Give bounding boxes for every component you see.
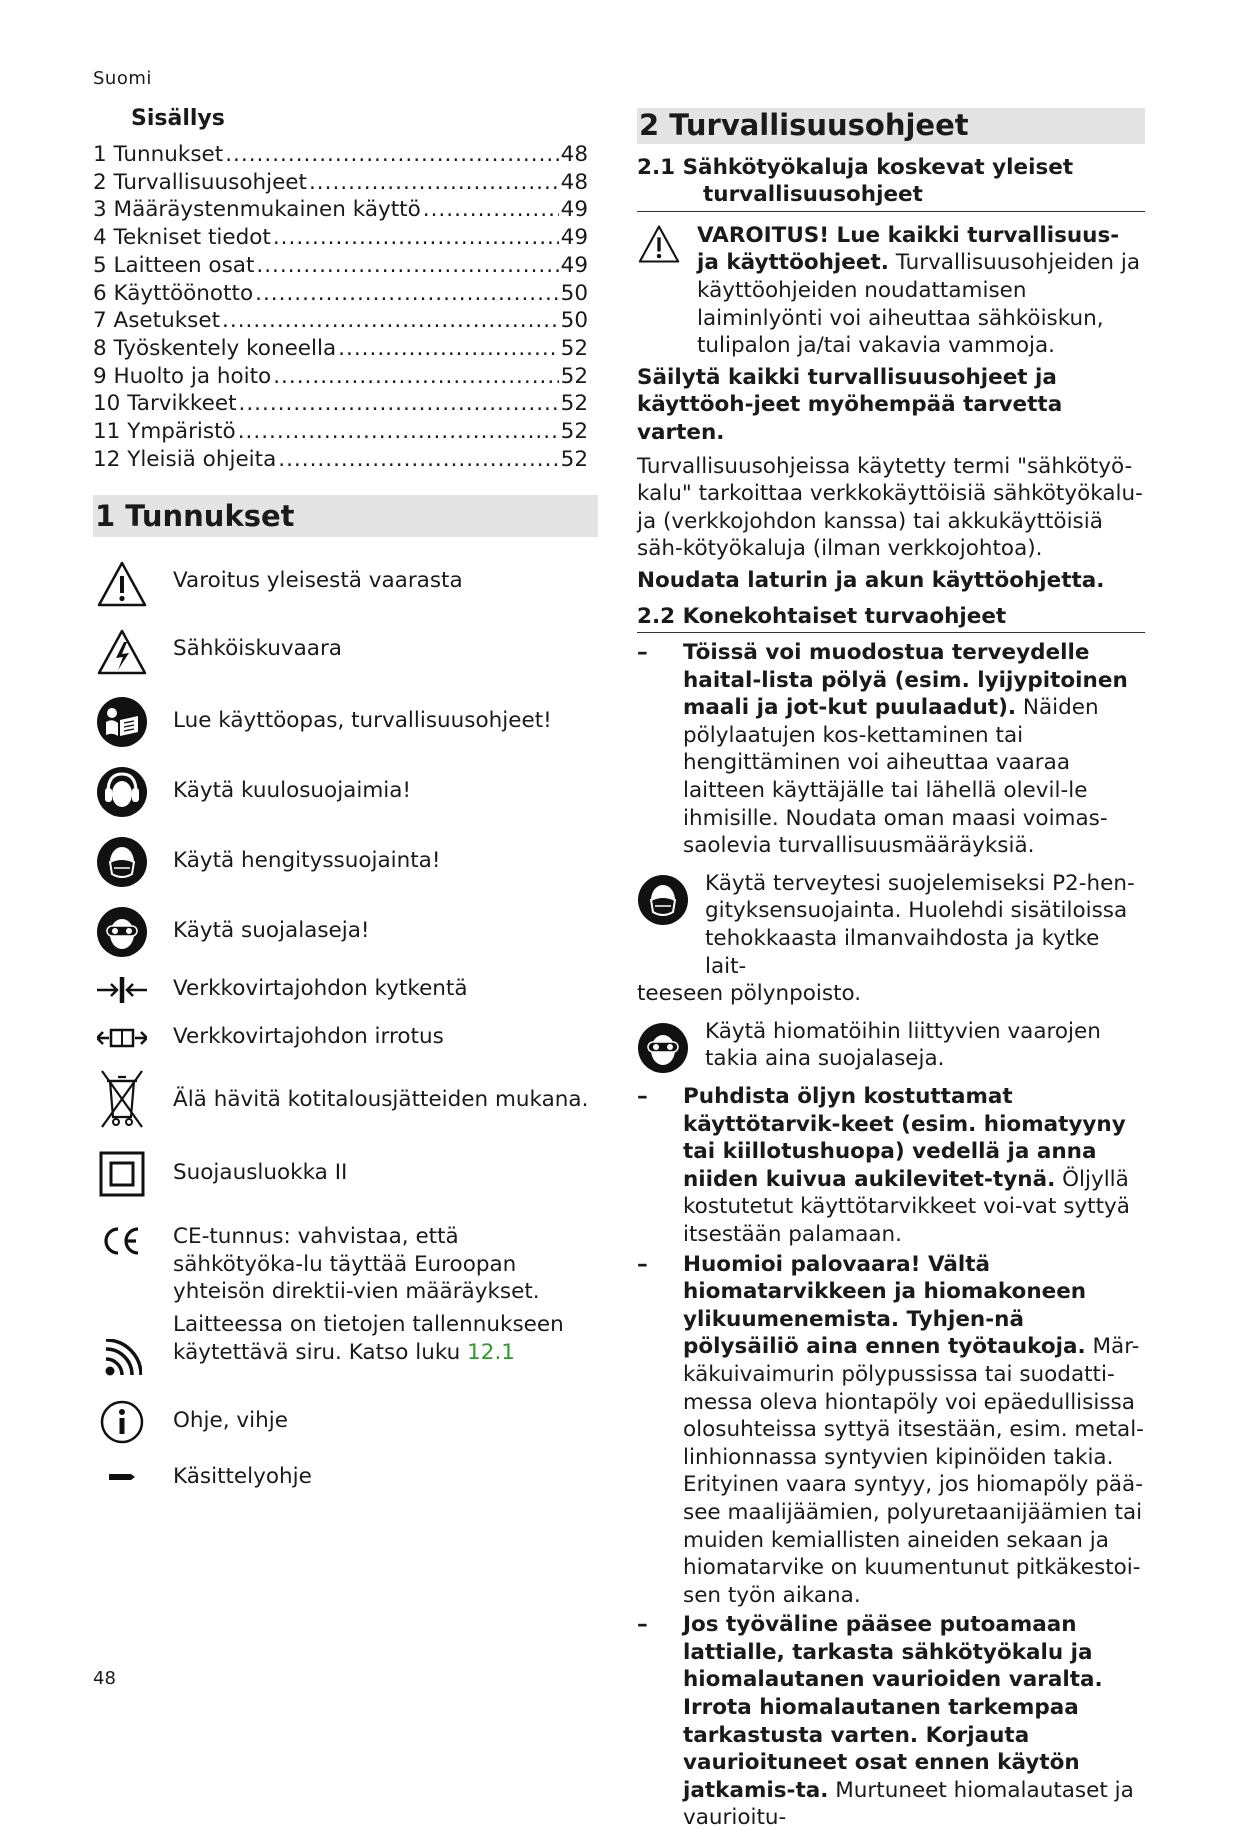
dust-hazard-item xyxy=(637,639,1145,860)
general-warning xyxy=(637,222,1145,360)
toc-item[interactable] xyxy=(93,224,588,252)
electric-shock-icon xyxy=(93,625,151,679)
symbol-row xyxy=(93,695,598,749)
page-number: 48 xyxy=(93,1668,116,1689)
symbol-text: Käytä suojalaseja! xyxy=(173,918,370,944)
toc-item-page: 48 xyxy=(560,169,588,195)
subsection-title-line1: 2.1 Sähkötyökaluja koskevat yleiset xyxy=(637,154,1074,180)
symbol-text: Käytä hengityssuojainta! xyxy=(173,848,441,874)
plug-connect-icon xyxy=(93,973,151,1007)
handling-arrow-icon xyxy=(93,1457,151,1497)
toc-item[interactable] xyxy=(93,446,588,474)
respirator-icon xyxy=(93,835,151,889)
symbol-text: Käytä kuulosuojaimia! xyxy=(173,778,412,804)
toc-item-label: 11 Ympäristö xyxy=(93,419,236,445)
ear-protection-icon xyxy=(93,765,151,819)
toc-item-label: 5 Laitteen osat xyxy=(93,252,255,278)
symbol-text-body: Laitteessa on tietojen tallennukseen käytettävä siru. Katso luku xyxy=(173,1312,564,1365)
symbol-text: Suojausluokka II xyxy=(173,1160,348,1186)
warning-bold-text: VAROITUS! Lue kaikki turvallisuus- ja käyttöohjeet. xyxy=(697,222,1120,276)
ce-mark-icon xyxy=(93,1221,151,1261)
oil-bold-text: Puhdista öljyn kostuttamat käyttötarvik-keet (esim. hiomatyyny tai kiillotushuopa) vedellä ja anna niiden kuivua aukilevitet-tynä. xyxy=(683,1084,1126,1192)
toc-item-page: 52 xyxy=(560,363,588,389)
oil-body-text: Öljyllä kostutetut käyttötarvikkeet voi-vat syttyä itsestään palamaan. xyxy=(683,1166,1130,1247)
toc-item-label: 6 Käyttöönotto xyxy=(93,280,254,306)
toc-item[interactable] xyxy=(93,252,588,280)
symbol-row xyxy=(93,1067,598,1131)
symbol-text: Ohje, vihje xyxy=(173,1408,288,1434)
toc-item-page: 50 xyxy=(560,280,588,306)
subsection-title-line2: turvallisuusohjeet xyxy=(703,182,923,208)
toc-title: Sisällys xyxy=(131,106,225,131)
safety-goggles-icon xyxy=(637,1022,689,1082)
toc-item-label: 2 Turvallisuusohjeet xyxy=(93,169,307,195)
language-label: Suomi xyxy=(93,68,152,89)
term-definition-text: Turvallisuusohjeissa käytetty termi "sähkötyö-kalu" tarkoittaa verkkokäyttöisiä sähkötyökalu-ja (verkkojohdon kanssa) tai akkukäyttöisiä säh-kötyökaluja (ilman verkkojohtoa). xyxy=(637,453,1143,562)
toc-item-label: 8 Työskentely koneella xyxy=(93,335,337,361)
toc-item[interactable] xyxy=(93,280,588,308)
toc-item-label: 1 Tunnukset xyxy=(93,142,224,167)
crossed-bin-icon xyxy=(93,1067,151,1131)
warning-triangle-icon xyxy=(93,557,151,611)
toc-item[interactable] xyxy=(93,307,588,335)
symbol-text: Verkkovirtajohdon kytkentä xyxy=(173,976,468,1002)
subsection-heading-machine: 2.2 Konekohtaiset turvaohjeet xyxy=(637,603,1145,634)
toc-item-page: 52 xyxy=(560,419,588,445)
symbol-row xyxy=(93,973,598,1007)
symbol-row xyxy=(93,557,598,611)
section-heading-safety: 2 Turvallisuusohjeet xyxy=(637,108,1145,144)
symbol-row xyxy=(93,1311,598,1379)
goggles-text: Käytä hiomatöihin liittyvien vaarojen takia aina suojalaseja. xyxy=(705,1018,1101,1072)
toc-item[interactable] xyxy=(93,418,588,446)
read-manual-icon xyxy=(93,695,151,749)
symbol-text: Varoitus yleisestä vaarasta xyxy=(173,568,463,594)
symbol-row xyxy=(93,1457,598,1497)
symbol-text: Verkkovirtajohdon irrotus xyxy=(173,1024,444,1050)
toc-item-page: 52 xyxy=(560,335,588,361)
right-column xyxy=(637,108,1145,1832)
safety-goggles-icon xyxy=(93,905,151,959)
symbol-row xyxy=(93,1021,598,1055)
respirator-text: Käytä terveytesi suojelemiseksi P2-hen-gityksensuojainta. Huolehdi sisätiloissa tehokkaasta ilmanvaihdosta ja kytke lait- xyxy=(705,870,1135,979)
subsection-heading-general xyxy=(637,154,1145,212)
toc-item-label: 7 Asetukset xyxy=(93,308,221,334)
goggles-note xyxy=(637,1018,1145,1073)
symbol-row xyxy=(93,765,598,819)
drop-bold-text: Jos työväline pääsee putoamaan lattialle, tarkasta sähkötyökalu ja hiomalautanen vaurioiden varalta. Irrota hiomalautanen tarkempaa tarkastusta varten. Korjauta vaurioituneet osat ennen käytön jatkamis-ta. xyxy=(683,1612,1103,1803)
toc-item-page: 49 xyxy=(560,197,588,223)
toc-item[interactable] xyxy=(93,169,588,197)
warning-triangle-icon xyxy=(637,224,681,272)
toc-item-page: 52 xyxy=(560,446,588,472)
drop-hazard-item xyxy=(637,1611,1145,1832)
toc-item[interactable] xyxy=(93,196,588,224)
left-column xyxy=(93,100,598,1697)
plug-disconnect-icon xyxy=(93,1021,151,1055)
symbol-row xyxy=(93,1149,598,1199)
respirator-text-tail: teeseen pölynpoisto. xyxy=(637,981,862,1007)
fire-bold-text: Huomioi palovaara! Vältä hiomatarvikkeen ja hiomakoneen ylikuumenemista. Tyhjen-nä pölysäiliö aina ennen työtaukoja. xyxy=(683,1251,1087,1360)
symbol-list xyxy=(93,537,598,1697)
toc-item-page: 48 xyxy=(560,142,588,167)
symbol-text: CE-tunnus: vahvistaa, että sähkötyöka-lu täyttää Euroopan yhteisön direktii-vien määräykset. xyxy=(173,1224,540,1305)
section-heading-symbols: 1 Tunnukset xyxy=(93,495,598,537)
rfid-chip-icon xyxy=(93,1311,151,1379)
respirator-note xyxy=(637,870,1145,1008)
toc-item-page: 50 xyxy=(560,308,588,334)
symbol-row xyxy=(93,835,598,889)
keep-instructions-text: Säilytä kaikki turvallisuusohjeet ja käyttöoh-jeet myöhempää tarvetta varten. xyxy=(637,364,1063,445)
symbol-row xyxy=(93,1399,598,1445)
symbol-row xyxy=(93,625,598,679)
toc-list xyxy=(93,141,598,473)
symbol-row xyxy=(93,1221,598,1305)
symbol-row xyxy=(93,905,598,959)
drop-body-text: Murtuneet hiomalautaset ja vaurioitu- xyxy=(683,1777,1134,1831)
dust-bold-text: Töissä voi muodostua terveydelle haital-lista pölyä (esim. lyijypitoinen maali ja jot-kut puulaadut). xyxy=(683,640,1128,721)
symbol-text: Käsittelyohje xyxy=(173,1464,312,1490)
charger-note-text: Noudata laturin ja akun käyttöohjetta. xyxy=(637,567,1105,593)
toc-item-page: 49 xyxy=(560,252,588,278)
dust-body-text: Näiden pölylaatujen kos-kettaminen tai hengittäminen voi aiheuttaa vaaraa laitteen käyttäjälle tai lähellä olevil-le ihmisille. Noudata oman maasi voimas-saolevia turvallisuusmääräyksiä. xyxy=(683,695,1108,859)
protection-class-ii-icon xyxy=(93,1149,151,1199)
toc-item-label: 3 Määräystenmukainen käyttö xyxy=(93,197,421,223)
oil-hazard-item xyxy=(637,1083,1145,1249)
toc-item[interactable] xyxy=(93,363,588,391)
toc-item[interactable] xyxy=(93,335,588,363)
fire-hazard-item xyxy=(637,1251,1145,1610)
symbol-text: Sähköiskuvaara xyxy=(173,636,342,662)
toc-item[interactable] xyxy=(93,390,588,418)
toc-item-label: 4 Tekniset tiedot xyxy=(93,225,271,251)
chapter-link[interactable]: 12.1 xyxy=(467,1339,515,1365)
respirator-icon xyxy=(637,874,689,934)
toc-item[interactable] xyxy=(93,141,588,169)
toc-item-label: 12 Yleisiä ohjeita xyxy=(93,446,277,472)
toc-item-label: 9 Huolto ja hoito xyxy=(93,363,272,389)
fire-body-text: Mär-käkuivaimurin pölypussissa tai suodatti-messa oleva hiontapöly voi epäedullisissa olosuhteissa syttyä itsestään, esim. metal-linhionnassa syntyvien kipinöiden takia. Erityinen vaara syntyy, jos hiomapöly pää-see maalijäämien, polyuretaanijäämien tai muiden kemiallisten aineiden sekaan ja hiomatarvike on kuumentunut pitkäkestoi-sen työn aikana. xyxy=(683,1334,1144,1608)
toc-item-page: 49 xyxy=(560,225,588,251)
toc-item-label: 10 Tarvikkeet xyxy=(93,391,237,417)
symbol-text: Lue käyttöopas, turvallisuusohjeet! xyxy=(173,708,552,734)
info-icon xyxy=(93,1399,151,1445)
toc-item-page: 52 xyxy=(560,391,588,417)
symbol-text: Älä hävitä kotitalousjätteiden mukana. xyxy=(173,1087,589,1113)
warning-body-text: Turvallisuusohjeiden ja käyttöohjeiden noudattamisen laiminlyönti voi aiheuttaa sähköiskun, tulipalon ja/tai vakavia vammoja. xyxy=(697,250,1140,359)
symbol-text xyxy=(173,1311,593,1366)
